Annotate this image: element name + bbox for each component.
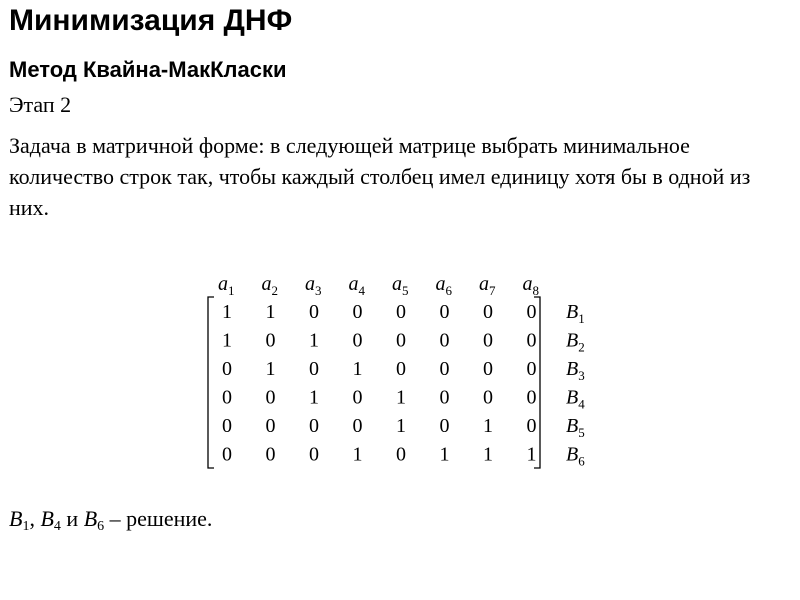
matrix-cell: 0 — [352, 301, 363, 323]
solution-conjunction: и — [60, 506, 84, 531]
matrix-cell: 0 — [396, 358, 406, 380]
matrix-cell: 1 — [309, 329, 319, 352]
matrix-cell: 0 — [439, 358, 450, 380]
stage-label: Этап 2 — [9, 92, 72, 117]
column-header: $a_4$ — [348, 273, 365, 298]
matrix-cell: 0 — [483, 329, 493, 352]
matrix-cell: 0 — [352, 415, 363, 437]
column-header: $a_8$ — [522, 273, 539, 298]
matrix-cell: 0 — [439, 301, 450, 323]
matrix-cell: 1 — [352, 443, 363, 466]
matrix-cell: 1 — [222, 329, 232, 352]
matrix-cell: 0 — [265, 443, 276, 466]
matrix-cell: 1 — [439, 443, 450, 466]
solution-row-letter: B — [9, 506, 23, 531]
matrix-cell: 1 — [309, 386, 319, 409]
row-label: $B_1$ — [566, 301, 585, 326]
matrix-cell: 0 — [309, 358, 319, 380]
column-header: $a_7$ — [479, 273, 496, 298]
matrix-cell: 0 — [222, 386, 232, 409]
column-header: $a_3$ — [305, 273, 322, 298]
matrix-cell: 0 — [396, 443, 406, 466]
matrix-cell: 0 — [526, 386, 537, 409]
solution-text: – решение. — [104, 506, 213, 531]
row-label: $B_3$ — [566, 358, 585, 383]
matrix-cell: 1 — [222, 301, 232, 323]
solution-separator: , — [29, 506, 41, 531]
matrix-cells — [222, 301, 537, 466]
matrix-row-labels — [566, 301, 585, 469]
matrix-cell: 0 — [439, 386, 450, 409]
matrix-cell: 0 — [222, 358, 232, 380]
matrix-cell: 0 — [222, 443, 232, 466]
matrix-cell: 0 — [309, 301, 319, 323]
matrix-cell: 1 — [265, 358, 276, 380]
matrix-cell: 0 — [309, 443, 319, 466]
solution-row-index: 1 — [22, 519, 30, 534]
solution-line — [9, 505, 212, 541]
matrix-left-bracket — [208, 297, 214, 468]
matrix-cell: 0 — [309, 415, 319, 437]
matrix-cell: 0 — [439, 329, 450, 352]
matrix-cell: 1 — [352, 358, 363, 380]
method-subtitle: Метод Квайна-МакКласки — [9, 57, 287, 82]
column-header: $a_5$ — [392, 273, 409, 298]
matrix-cell: 1 — [265, 301, 276, 323]
matrix-cell: 1 — [483, 415, 493, 437]
matrix-cell: 1 — [483, 443, 493, 466]
matrix-cell: 0 — [483, 301, 493, 323]
row-label: $B_4$ — [566, 386, 585, 412]
matrix-cell: 0 — [352, 386, 363, 409]
matrix-cell: 0 — [526, 301, 537, 323]
row-label: $B_5$ — [566, 415, 585, 440]
matrix-cell: 1 — [396, 386, 406, 409]
task-description: Задача в матричной форме: в следующей матрице выбрать минимальное количество строк так, чтобы каждый столбец имел единицу хотя бы в одной из них. — [9, 133, 751, 220]
matrix-cell: 0 — [526, 415, 537, 437]
column-header: $a_1$ — [218, 273, 235, 298]
matrix-cell: 0 — [439, 415, 450, 437]
row-label: $B_6$ — [566, 443, 585, 469]
matrix-cell: 0 — [483, 358, 493, 380]
matrix-cell: 1 — [396, 415, 406, 437]
solution-row-letter: B — [83, 506, 98, 531]
row-label: $B_2$ — [566, 329, 585, 355]
matrix-cell: 0 — [396, 301, 406, 323]
solution-row-index: 4 — [53, 519, 61, 534]
matrix-cell: 1 — [526, 443, 537, 466]
matrix-cell: 0 — [265, 415, 276, 437]
column-header: $a_6$ — [435, 273, 452, 298]
matrix-cell: 0 — [265, 386, 276, 409]
matrix-cell: 0 — [483, 386, 493, 409]
slide-title: Минимизация ДНФ — [9, 4, 293, 37]
matrix-cell: 0 — [526, 329, 537, 352]
matrix-cell: 0 — [222, 415, 232, 437]
matrix-cell: 0 — [352, 329, 363, 352]
matrix-column-headers — [218, 273, 539, 298]
solution-row-letter: B — [40, 506, 54, 531]
solution-row-index: 6 — [97, 519, 105, 534]
matrix-cell: 0 — [396, 329, 406, 352]
column-header: $a_2$ — [261, 273, 278, 298]
matrix-cell: 0 — [265, 329, 276, 352]
matrix-cell: 0 — [526, 358, 537, 380]
